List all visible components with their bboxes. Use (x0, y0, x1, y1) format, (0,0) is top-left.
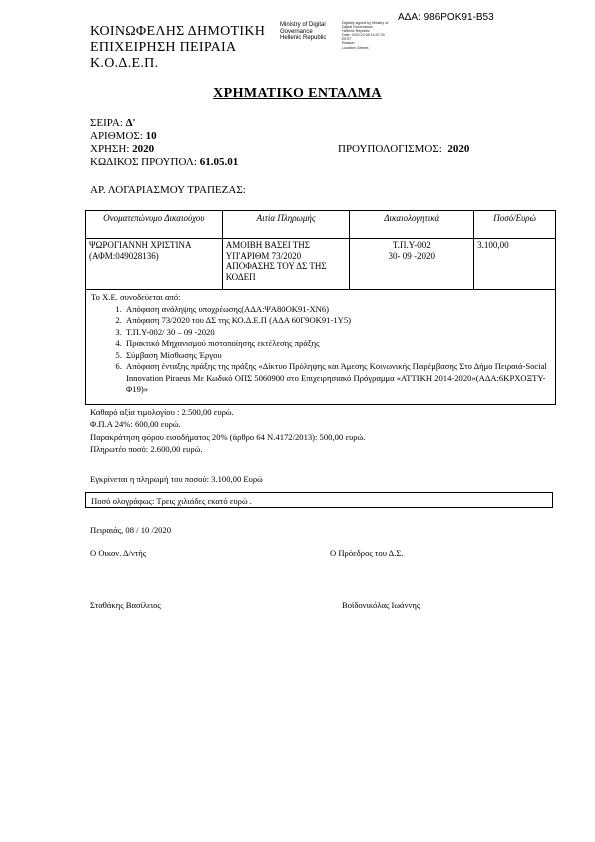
signature-detail-line: Reason: (342, 41, 356, 46)
number-value: 10 (145, 130, 157, 142)
signature-detail-line: Hellenic Republic (342, 29, 370, 34)
payment-approval: Εγκρίνεται η πληρωμή του ποσού: 3.100,00 Ευρώ (90, 474, 263, 484)
vat-amount: Φ.Π.Α 24%: 600,00 ευρώ. (90, 419, 181, 429)
withholding-amount: Παρακράτηση φόρου εισοδήματος 20% (άρθρο 64 Ν.4172/2013): 500,00 ευρώ. (90, 432, 366, 442)
list-item: 1. Απόφαση ανάληψης υποχρέωσης(ΑΔΑ:ΨΑ80ΟΚ91-ΧΝ6) (124, 304, 555, 316)
digital-signature-issuer (280, 22, 326, 42)
year-label: ΧΡΗΣΗ: (90, 143, 130, 155)
signature-ministry-line-3: Hellenic Republic (280, 35, 327, 41)
list-item: 3. Τ.Π.Υ-002/ 30 – 09 -2020 (124, 327, 555, 339)
cell-beneficiary: ΨΩΡΟΓΙΑΝΝΗ ΧΡΙΣΤΙΝΑ (ΑΦΜ:049028136) (86, 239, 223, 290)
attachments-box (85, 290, 556, 405)
budget-label: ΠΡΟΥΠΟΛΟΓΙΣΜΟΣ: (338, 143, 442, 155)
bank-account-label: ΑΡ. ΛΟΓΑΡΙΑΣΜΟΥ ΤΡΑΠΕΖΑΣ: (90, 184, 246, 196)
payable-amount: Πληρωτέο ποσό: 2.600,00 ευρώ. (90, 444, 203, 454)
attachments-intro: Το Χ.Ε. συνοδεύεται από: (91, 292, 181, 302)
meta-year (90, 143, 154, 155)
cell-amount: 3.100,00 (474, 239, 556, 290)
number-label: ΑΡΙΘΜΟΣ: (90, 130, 143, 142)
digital-signature-details (342, 21, 388, 50)
meta-number (90, 130, 157, 142)
header-reason: Αιτία Πληρωμής (222, 211, 350, 239)
document-title: ΧΡΗΜΑΤΙΚΟ ΕΝΤΑΛΜΑ (213, 86, 382, 101)
list-item: 6. Απόφαση ένταξης πράξης της πράξης «Δίκτυο Πρόληψης και Άμεσης Κοινωνικής Παρέμβασης Στο Δήμο Πειραιά-Social Innovation Piraeus Με Κωδικό ΟΠΣ 5060900 στο Επιχειρησιακό Πρόγραμμα «ΑΤΤΙΚΗ 2014-2020»(ΑΔΑ:6ΚΡΧΟΞΤΥ-Φ19)» (124, 361, 555, 396)
organization-line-1: ΚΟΙΝΩΦΕΛΗΣ ΔΗΜΟΤΙΚΗ (90, 24, 266, 39)
supporting-doc-date: 30- 09 -2020 (388, 250, 436, 261)
list-item: 5. Σύμβαση Μίσθωσης Έργου (124, 350, 555, 362)
cell-reason: ΑΜΟΙΒΗ ΒΑΣΕΙ ΤΗΣ ΥΠ'ΑΡΙΘΜ 73/2020 ΑΠΟΦΑΣΗΣ ΤΟΥ ΔΣ ΤΗΣ ΚΟΔΕΠ (222, 239, 350, 290)
series-label: ΣΕΙΡΑ: (90, 117, 123, 129)
table-row (86, 239, 556, 290)
signature-detail-line: Date: 2020.10.08 14:57:33 (342, 33, 385, 38)
header-amount: Ποσό/Ευρώ (474, 211, 556, 239)
net-amount: Καθαρό αξία τιμολογίου : 2.500,00 ευρώ. (90, 407, 234, 417)
header-beneficiary: Ονοματεπώνυμο Δικαιούχου (86, 211, 223, 239)
signature-detail-line: EEST (342, 37, 352, 42)
signature-ministry-line-2: Governance (280, 28, 313, 35)
code-label: ΚΩΔΙΚΟΣ ΠΡΟΥΠΟΛ: (90, 156, 197, 168)
series-value: Δ' (125, 117, 136, 129)
code-value: 61.05.01 (199, 156, 239, 168)
attachments-list (86, 304, 555, 396)
ada-stamp: ΑΔΑ: 986ΡΟΚ91-Β53 (398, 12, 494, 23)
budget-value: 2020 (447, 143, 470, 155)
table-header-row (86, 211, 556, 239)
meta-series (90, 117, 136, 129)
organization-name (90, 24, 265, 72)
signature-detail-line: Digital Governance, (342, 25, 374, 30)
supporting-doc-code: Τ.Π.Υ-002 (392, 240, 431, 250)
meta-budget (338, 143, 469, 155)
list-item: 4. Πρακτικό Μηχανισμού πιστοποίησης εκτέλεσης πράξης (124, 338, 555, 350)
place-date: Πειραιάς, 08 / 10 /2020 (90, 525, 172, 535)
organization-line-3: Κ.Ο.Δ.Ε.Π. (90, 56, 159, 71)
organization-line-2: ΕΠΙΧΕΙΡΗΣΗ ΠΕΙΡΑΙΑ (90, 40, 237, 55)
year-value: 2020 (132, 143, 155, 155)
signature-ministry-line-1: Ministry of Digital (280, 22, 326, 28)
right-signatory-name: Βοϊδονικόλας Ιωάννης (342, 600, 421, 610)
list-item: 2. Απόφαση 73/2020 του ΔΣ της ΚΟ.Δ.Ε.Π (ΑΔΑ 60Γ9ΟΚ91-1Υ5) (124, 315, 555, 327)
cell-supporting-docs (350, 239, 474, 290)
payment-table (85, 210, 556, 290)
left-signatory-role: Ο Οικον. Δ/ντής (90, 548, 147, 558)
left-signatory-name: Σταθάκης Βασίλειος (90, 600, 161, 610)
meta-code (90, 156, 238, 168)
header-supporting-docs: Δικαιολογητικά (350, 211, 474, 239)
signature-detail-line: Location: Athens (342, 45, 369, 50)
right-signatory-role: Ο Πρόεδρος του Δ.Σ. (330, 548, 404, 558)
amount-in-words: Ποσό ολογράφως: Τρεις χιλιάδες εκατό ευρώ . (85, 492, 553, 508)
signature-detail-line: Digitally signed by Ministry of (342, 21, 389, 25)
